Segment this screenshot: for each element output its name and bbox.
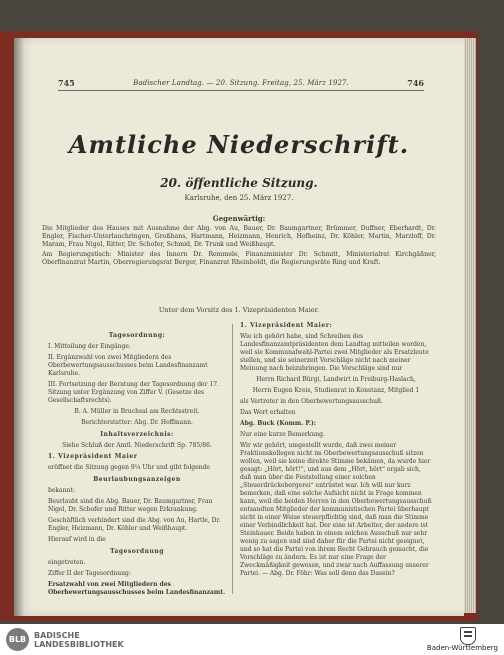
session-heading: 20. öffentliche Sitzung.	[160, 176, 318, 190]
running-title: Badischer Landtag. — 20. Sitzung. Freitag, 25. März 1927.	[133, 79, 349, 87]
rapporteur: Berichterstatter: Abg. Dr. Hoffmann.	[81, 419, 193, 426]
nominee-name: Herrn Eugen Kreis, Studienrat in Konstanz, Mitglied 1	[252, 387, 420, 394]
announcements-heading: Beurlaubungsanzeigen	[93, 476, 181, 483]
president-label: 1. Vizepräsident Maier	[48, 453, 138, 460]
document-title: Amtliche Niederschrift.	[68, 130, 410, 159]
header-rule	[58, 90, 424, 91]
leave-sick: Beurlaubt sind die Abg. Bauer, Dr. Baumgartner, Frau Nigel, Dr. Schofer und Ritter wegen Erkrankung.	[48, 498, 213, 513]
session-date: Karlsruhe, den 25. März 1927.	[184, 194, 294, 202]
library-logo: BLB	[6, 628, 29, 651]
attendance-members: Die Mitglieder des Hauses mit Ausnahme der Abg. von Au, Bauer, Dr. Baumgartner, Brümmer, Duffner, Eberhardt, Dr. Engler, Fischer-Unterlauchringen, Großhans, Hartmann, Heizmann, Henrich, Hofheinz, Dr. Köhler, Martin, Marzloff, Dr. Maram, Frau Nigel, Ritter, Dr. Schofer, Schmid, Dr. Trunk und Weißhaupt.	[42, 225, 436, 248]
speech-text: Wir wir gehört, umgestellt wurde, daß zwei meiner Fraktionskollegen nicht im Oberbewertungsausschuß sitzen wollen, weil sie keine direkte Stimme bekämen, da wurde hier gesagt: „Hört, hört!“, und aus dem „Hört, hört“ ergab sich, daß man über die Feststellung einer solchen „Steuerdrückebergerei“ entrüstet war. Ich will nur kurz bemerken, daß eine solche Aufsicht nicht in Frage kommen kann, weil die beiden Herren in den Oberbewertungsausschuß entsandten Mitglieder der kommunistischen Partei überhaupt nicht in einer Weise steuerpflichtig sind, daß man die Stimme einer Verbindlichkeit hat. Der eine ist Arbeiter, der andere ist Steinhauer. Beide haben in einem solchen Ausschuß nur sehr wenig zu sagen und sind daher für die Partei nicht geeignet, und so hat die Partei von ihrem Recht Gebrauch gemacht, die Vorschläge zu ändern. Es ist nur eine Frage der Zweckmäßigkeit gewesen, und zwar nach Auffassung unserer Partei. — Abg. Dr. Föhr: Was soll denn das Dasein?	[240, 442, 432, 577]
election-title: Ersatzwahl von zwei Mitgliedern des Oberbewertungsausschusses beim Landesfinanzamt.	[48, 581, 226, 596]
agenda-point: Ziffer II der Tagesordnung:	[48, 570, 131, 577]
page-number-right: 746	[407, 78, 424, 88]
contents-reference: Siehe Schluß der Amtl. Niederschrift Sp. 785/86.	[62, 442, 212, 449]
agenda-word: Tagesordnung	[110, 548, 164, 555]
entered-text: eingetreten.	[48, 559, 86, 566]
right-column	[240, 322, 432, 581]
speaker-remark: Nur eine kurze Bemerkung.	[240, 431, 325, 438]
library-name: BADISCHE LANDESBIBLIOTHEK	[34, 631, 124, 649]
agenda-heading: Tagesordnung:	[108, 332, 166, 339]
right-paragraph: Wie ich gehört habe, sind Schreiben des Landesfinanzamtpräsidenten dem Landtag mitteilen worden, weil sie Kommunalwahl-Partei zwei Mitglieder als Ersatzleute stellen, und sie seinerzeit Vorschläge nicht nach meiner Meinung nach beizubringen. Die Vorschläge sind nur	[240, 333, 429, 372]
president-label-right: 1. Vizepräsident Maier:	[240, 322, 333, 329]
agenda-item: II. Ergänzwahl von zwei Mitgliedern des Oberbewertungsausschusses beim Landesfinanzamt Karlsruhe.	[48, 354, 208, 377]
speaker-intro: Das Wort erhalten	[240, 409, 296, 416]
speaker-label: Abg. Buck (Komm. P.):	[240, 420, 317, 427]
page-gutter-shadow	[14, 38, 24, 616]
state-crest-icon	[460, 627, 476, 645]
leave-business: Geschäftlich verhindert sind die Abg. von Au, Hartle, Dr. Engler, Heizmann, Dr. Köhler und Weißhaupt.	[48, 517, 221, 532]
left-column	[48, 328, 226, 600]
right-paragraph: als Vertreter in den Oberbewertungsausschuß.	[240, 398, 383, 405]
chair-line: Unter dem Vorsitz des 1. Vizepräsidenten Maier.	[158, 306, 320, 314]
present-heading: Gegenwärtig:	[212, 214, 266, 223]
page-edges	[462, 38, 476, 613]
announcements-intro: bekannt:	[48, 487, 75, 494]
nominee-name: Herrn Richard Bürgi, Landwirt in Freiburg-Haslach,	[256, 376, 416, 383]
agenda-item: III. Fortsetzung der Beratung der Tagesordnung der 17. Sitzung unter Ergänzung von Ziffer V. (Gesetze des Gesellschaftsrechts).	[48, 381, 219, 404]
column-divider	[232, 324, 233, 594]
agenda-note: B. A. Müller in Bruchsal am Rechtsstreit.	[74, 408, 200, 415]
document-page	[14, 38, 464, 616]
viewer-footer	[0, 624, 504, 655]
contents-heading: Inhaltsverzeichnis:	[100, 431, 174, 438]
region-name: Baden-Württemberg	[426, 644, 498, 652]
agenda-item: I. Mitteilung der Eingänge.	[48, 343, 131, 350]
opening-text: eröffnet die Sitzung gegen 9¼ Uhr und gibt folgende	[48, 464, 210, 471]
moved-on-text: Hierauf wird in die	[48, 536, 106, 543]
attendance-block	[42, 225, 436, 269]
page-number-left: 745	[58, 78, 75, 88]
attendance-government: Am Regierungstisch: Minister des Innern Dr. Remmele, Finanzminister Dr. Schmitt, Ministerialrat Kirchgäßner, Oberfinanzrat Martin, Oberregierungsrat Berger, Finanzrat Rheinboldt, die Regierungsräte Ring und Kraft.	[42, 251, 436, 266]
